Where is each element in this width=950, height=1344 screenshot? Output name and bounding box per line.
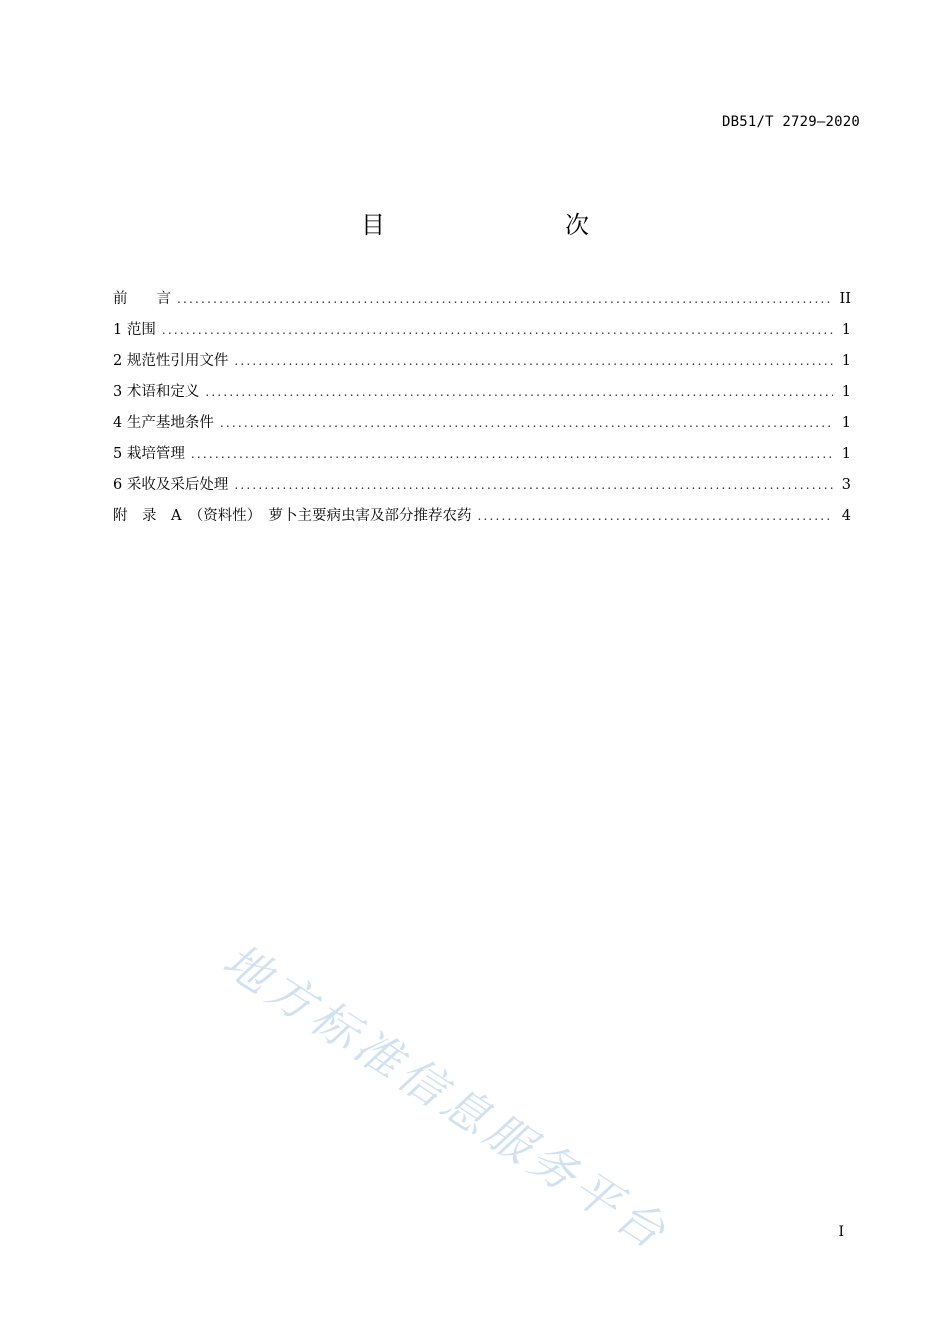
toc-entry-page: 1 — [841, 322, 851, 338]
toc-entry-cultivation[interactable] — [113, 442, 851, 473]
toc-entry-label: 5 栽培管理 — [113, 446, 185, 462]
toc-dot-leader — [162, 318, 833, 342]
toc-entry-page: 4 — [841, 508, 851, 524]
toc-entry-page: 1 — [841, 353, 851, 369]
toc-entry-normative-references[interactable] — [113, 349, 851, 380]
toc-entry-page: 1 — [841, 446, 851, 462]
toc-dot-leader — [205, 380, 833, 404]
toc-entry-label: 1 范围 — [113, 322, 156, 338]
toc-entry-terms-definitions[interactable] — [113, 380, 851, 411]
toc-entry-label: 前 言 — [113, 291, 171, 307]
watermark: 地方标准信息服务平台 — [213, 932, 680, 1262]
toc-entry-label: 2 规范性引用文件 — [113, 353, 229, 369]
toc-dot-leader — [234, 473, 833, 497]
standard-code: DB51/T 2729—2020 — [721, 114, 860, 130]
toc-dot-leader — [220, 411, 833, 435]
page-number: I — [838, 1224, 844, 1240]
page-title: 目 次 — [361, 211, 633, 239]
toc-entry-foreword[interactable] — [113, 287, 851, 318]
table-of-contents — [113, 287, 851, 535]
toc-dot-leader — [177, 287, 833, 311]
toc-entry-production-base[interactable] — [113, 411, 851, 442]
toc-entry-harvest[interactable] — [113, 473, 851, 504]
toc-dot-leader — [234, 349, 833, 373]
toc-entry-label: 6 采收及采后处理 — [113, 477, 229, 493]
toc-entry-page: 1 — [841, 384, 851, 400]
toc-entry-page: 3 — [841, 477, 851, 493]
toc-entry-scope[interactable] — [113, 318, 851, 349]
toc-dot-leader — [191, 442, 833, 466]
toc-entry-page: 1 — [841, 415, 851, 431]
toc-dot-leader — [477, 504, 833, 528]
toc-entry-label: 4 生产基地条件 — [113, 415, 214, 431]
toc-entry-label: 3 术语和定义 — [113, 384, 200, 400]
toc-entry-label: 附 录 A （资料性） 萝卜主要病虫害及部分推荐农药 — [113, 508, 472, 524]
toc-entry-appendix-a[interactable] — [113, 504, 851, 535]
toc-entry-page: II — [839, 291, 851, 307]
